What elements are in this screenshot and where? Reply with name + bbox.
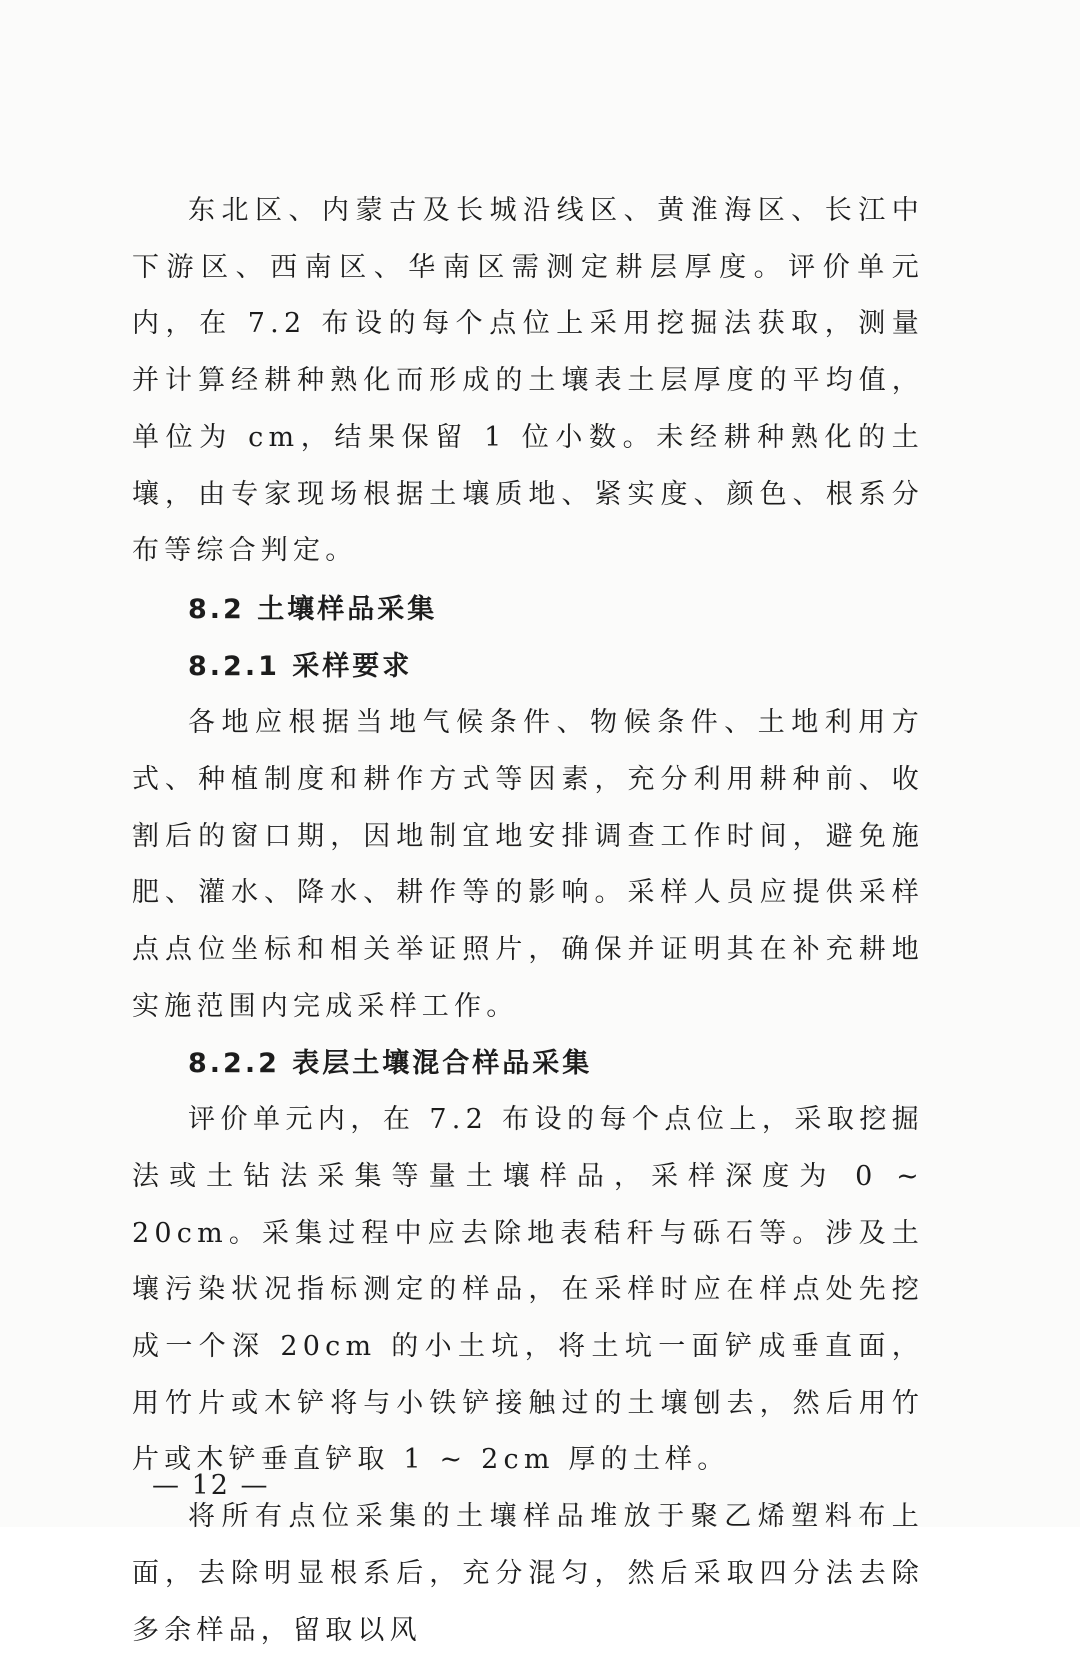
paragraph-sampling-requirements: 各地应根据当地气候条件、物候条件、土地利用方式、种植制度和耕作方式等因素，充分利用耕种前、收割后的窗口期，因地制宜地安排调查工作时间，避免施肥、灌水、降水、耕作等的影响。采样人员应提供采样点点位坐标和相关举证照片，确保并证明其在补充耕地实施范围内完成采样工作。 <box>132 707 924 1022</box>
page-number: — 12 — <box>152 1470 270 1501</box>
paragraph-tillage-depth: 东北区、内蒙古及长城沿线区、黄淮海区、长江中下游区、西南区、华南区需测定耕层厚度。评价单元内，在 7.2 布设的每个点位上采用挖掘法获取，测量并计算经耕种熟化而形成的土壤表土层厚度的平均值，单位为 cm，结果保留 1 位小数。未经耕种熟化的土壤，由专家现场根据土壤质地、紧实度、颜色、根系分布等综合判定。 <box>132 195 924 567</box>
paragraph-surface-soil-sampling: 评价单元内，在 7.2 布设的每个点位上，采取挖掘法或土钻法采集等量土壤样品，采样深度为 0 ~ 20cm。采集过程中应去除地表秸秆与砾石等。涉及土壤污染状况指标测定的样品，在采样时应在样点处先挖成一个深 20cm 的小土坑，将土坑一面铲成垂直面，用竹片或木铲将与小铁铲接触过的土壤刨去，然后用竹片或木铲垂直铲取 1 ~ 2cm 厚的土样。 <box>132 1104 924 1476</box>
section-heading-8-2-2: 8.2.2 表层土壤混合样品采集 <box>188 1047 593 1079</box>
section-heading-8-2: 8.2 土壤样品采集 <box>188 593 438 625</box>
page-body <box>132 183 924 1659</box>
paragraph-sample-mixing: 将所有点位采集的土壤样品堆放于聚乙烯塑料布上面，去除明显根系后，充分混匀，然后采取四分法去除多余样品，留取以风 <box>132 1501 924 1646</box>
section-heading-8-2-1: 8.2.1 采样要求 <box>188 650 413 682</box>
